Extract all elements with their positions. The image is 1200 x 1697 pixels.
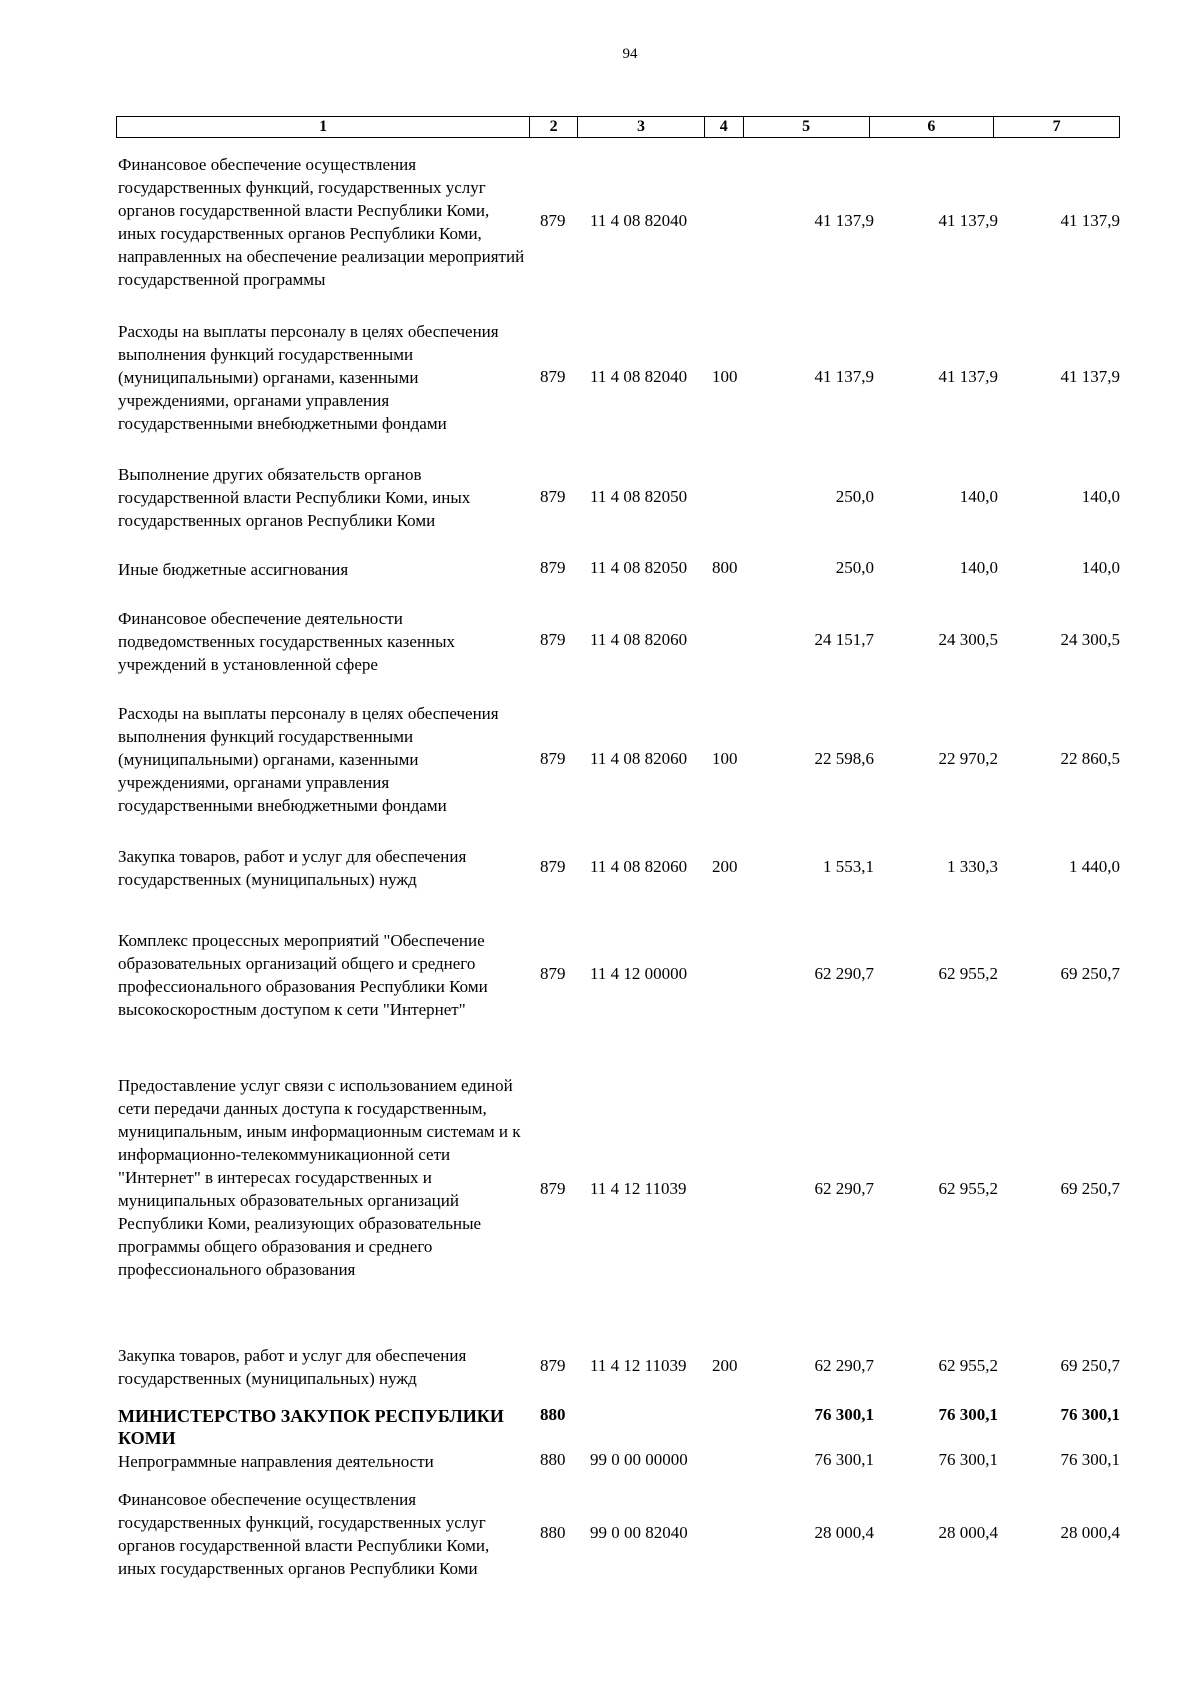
- amount-col-6: 62 955,2: [938, 1179, 998, 1198]
- amount-col-6: 76 300,1: [938, 1405, 998, 1424]
- target-article-code: 11 4 08 82060: [590, 630, 688, 649]
- amount-col-5: 250,0: [835, 558, 874, 577]
- expense-type-code: 100: [712, 367, 738, 386]
- target-article-code: 99 0 00 82040: [590, 1523, 688, 1542]
- row-description: Непрограммные направления деятельности: [118, 1452, 434, 1471]
- target-article-code: 11 4 08 82040: [590, 211, 688, 230]
- header-col-6: 6: [870, 117, 995, 137]
- ministry-code: 879: [540, 964, 566, 983]
- row-description: Финансовое обеспечение осуществления государственных функций, государственных услуг органов государственной власти Республики Коми, иных государственных органов Республики Коми, направленных на обеспечение реализации мероприятий государственной программы: [118, 155, 525, 289]
- row-description: Закупка товаров, работ и услуг для обеспечения государственных (муниципальных) нужд: [118, 1346, 467, 1388]
- ministry-code: 879: [540, 367, 566, 386]
- expense-type-code: 100: [712, 749, 738, 768]
- ministry-title: МИНИСТЕРСТВО ЗАКУПОК РЕСПУБЛИКИ КОМИ: [118, 1406, 504, 1448]
- amount-col-6: 28 000,4: [938, 1523, 998, 1542]
- amount-col-6: 24 300,5: [938, 630, 998, 649]
- amount-col-5: 62 290,7: [814, 1356, 874, 1375]
- ministry-code: 880: [540, 1450, 566, 1469]
- row-description: Предоставление услуг связи с использованием единой сети передачи данных доступа к государственным, муниципальным, иным информационным системам и к информационно-телекоммуникационной сети "Интернет" в интересах государственных и муниципальных образовательных организаций Республики Коми, реализующих образовательные программы общего образования и среднего профессионального образования: [118, 1076, 521, 1279]
- amount-col-5: 28 000,4: [814, 1523, 874, 1542]
- amount-col-5: 62 290,7: [814, 964, 874, 983]
- header-col-4: 4: [705, 117, 744, 137]
- row-description: Выполнение других обязательств органов государственной власти Республики Коми, иных государственных органов Республики Коми: [118, 465, 471, 530]
- target-article-code: 11 4 12 00000: [590, 964, 688, 983]
- header-col-7: 7: [1052, 118, 1061, 135]
- amount-col-5: 250,0: [835, 487, 874, 506]
- amount-col-7: 140,0: [1081, 558, 1120, 577]
- header-col-2: 2: [530, 117, 578, 137]
- amount-col-5: 76 300,1: [814, 1405, 874, 1424]
- header-col-1: 1: [117, 117, 530, 137]
- amount-col-6: 62 955,2: [938, 1356, 998, 1375]
- amount-col-7: 41 137,9: [1060, 367, 1120, 386]
- expense-type-code: 200: [712, 857, 738, 876]
- amount-col-7: 22 860,5: [1060, 749, 1120, 768]
- amount-col-7: 140,0: [1081, 487, 1120, 506]
- ministry-code: 879: [540, 211, 566, 230]
- row-description: Финансовое обеспечение деятельности подведомственных государственных казенных учреждений в установленной сфере: [118, 609, 456, 674]
- amount-col-5: 76 300,1: [814, 1450, 874, 1469]
- amount-col-6: 140,0: [959, 487, 998, 506]
- amount-col-6: 140,0: [959, 558, 998, 577]
- amount-col-6: 41 137,9: [938, 211, 998, 230]
- ministry-code: 879: [540, 558, 566, 577]
- target-article-code: 11 4 08 82050: [590, 558, 688, 577]
- target-article-code: 11 4 08 82060: [590, 749, 688, 768]
- expense-type-code: 200: [712, 1356, 738, 1375]
- ministry-code: 880: [540, 1523, 566, 1542]
- amount-col-5: 41 137,9: [814, 367, 874, 386]
- amount-col-5: 1 553,1: [823, 857, 874, 876]
- target-article-code: 11 4 08 82060: [590, 857, 688, 876]
- amount-col-7: 24 300,5: [1060, 630, 1120, 649]
- header-col-3: 3: [578, 117, 705, 137]
- ministry-code: 879: [540, 487, 566, 506]
- amount-col-7: 41 137,9: [1060, 211, 1120, 230]
- amount-col-7: 76 300,1: [1060, 1405, 1120, 1424]
- expense-type-code: 800: [712, 558, 738, 577]
- header-col-5: 5: [744, 117, 870, 137]
- amount-col-5: 41 137,9: [814, 211, 874, 230]
- amount-col-7: 69 250,7: [1060, 1356, 1120, 1375]
- amount-col-6: 1 330,3: [947, 857, 998, 876]
- ministry-code: 879: [540, 1356, 566, 1375]
- amount-col-6: 22 970,2: [938, 749, 998, 768]
- target-article-code: 11 4 08 82050: [590, 487, 688, 506]
- amount-col-5: 24 151,7: [814, 630, 874, 649]
- ministry-code: 879: [540, 749, 566, 768]
- target-article-code: 11 4 12 11039: [590, 1179, 687, 1198]
- row-description: Закупка товаров, работ и услуг для обеспечения государственных (муниципальных) нужд: [118, 847, 467, 889]
- row-description: Расходы на выплаты персоналу в целях обеспечения выполнения функций государственными (муниципальными) органами, казенными учреждениями, органами управления государственными внебюджетными фондами: [118, 704, 499, 815]
- ministry-code: 879: [540, 1179, 566, 1198]
- amount-col-6: 62 955,2: [938, 964, 998, 983]
- ministry-code: 879: [540, 630, 566, 649]
- amount-col-5: 22 598,6: [814, 749, 874, 768]
- amount-col-7: 1 440,0: [1069, 857, 1120, 876]
- row-description: Расходы на выплаты персоналу в целях обеспечения выполнения функций государственными (муниципальными) органами, казенными учреждениями, органами управления государственными внебюджетными фондами: [118, 322, 499, 433]
- row-description: Финансовое обеспечение осуществления государственных функций, государственных услуг органов государственной власти Республики Коми, иных государственных органов Республики Коми: [118, 1490, 490, 1578]
- ministry-code: 879: [540, 857, 566, 876]
- amount-col-7: 69 250,7: [1060, 1179, 1120, 1198]
- amount-col-7: 69 250,7: [1060, 964, 1120, 983]
- target-article-code: 11 4 08 82040: [590, 367, 688, 386]
- target-article-code: 99 0 00 00000: [590, 1450, 688, 1469]
- amount-col-7: 28 000,4: [1060, 1523, 1120, 1542]
- amount-col-6: 76 300,1: [938, 1450, 998, 1469]
- ministry-code: 880: [540, 1405, 566, 1424]
- amount-col-7: 76 300,1: [1060, 1450, 1120, 1469]
- target-article-code: 11 4 12 11039: [590, 1356, 687, 1375]
- row-description: Иные бюджетные ассигнования: [118, 560, 349, 579]
- table-header: [116, 116, 1120, 138]
- page-number: 94: [622, 46, 638, 62]
- amount-col-5: 62 290,7: [814, 1179, 874, 1198]
- row-description: Комплекс процессных мероприятий "Обеспечение образовательных организаций общего и среднего профессионального образования Республики Коми высокоскоростным доступом к сети "Интернет": [118, 931, 488, 1019]
- amount-col-6: 41 137,9: [938, 367, 998, 386]
